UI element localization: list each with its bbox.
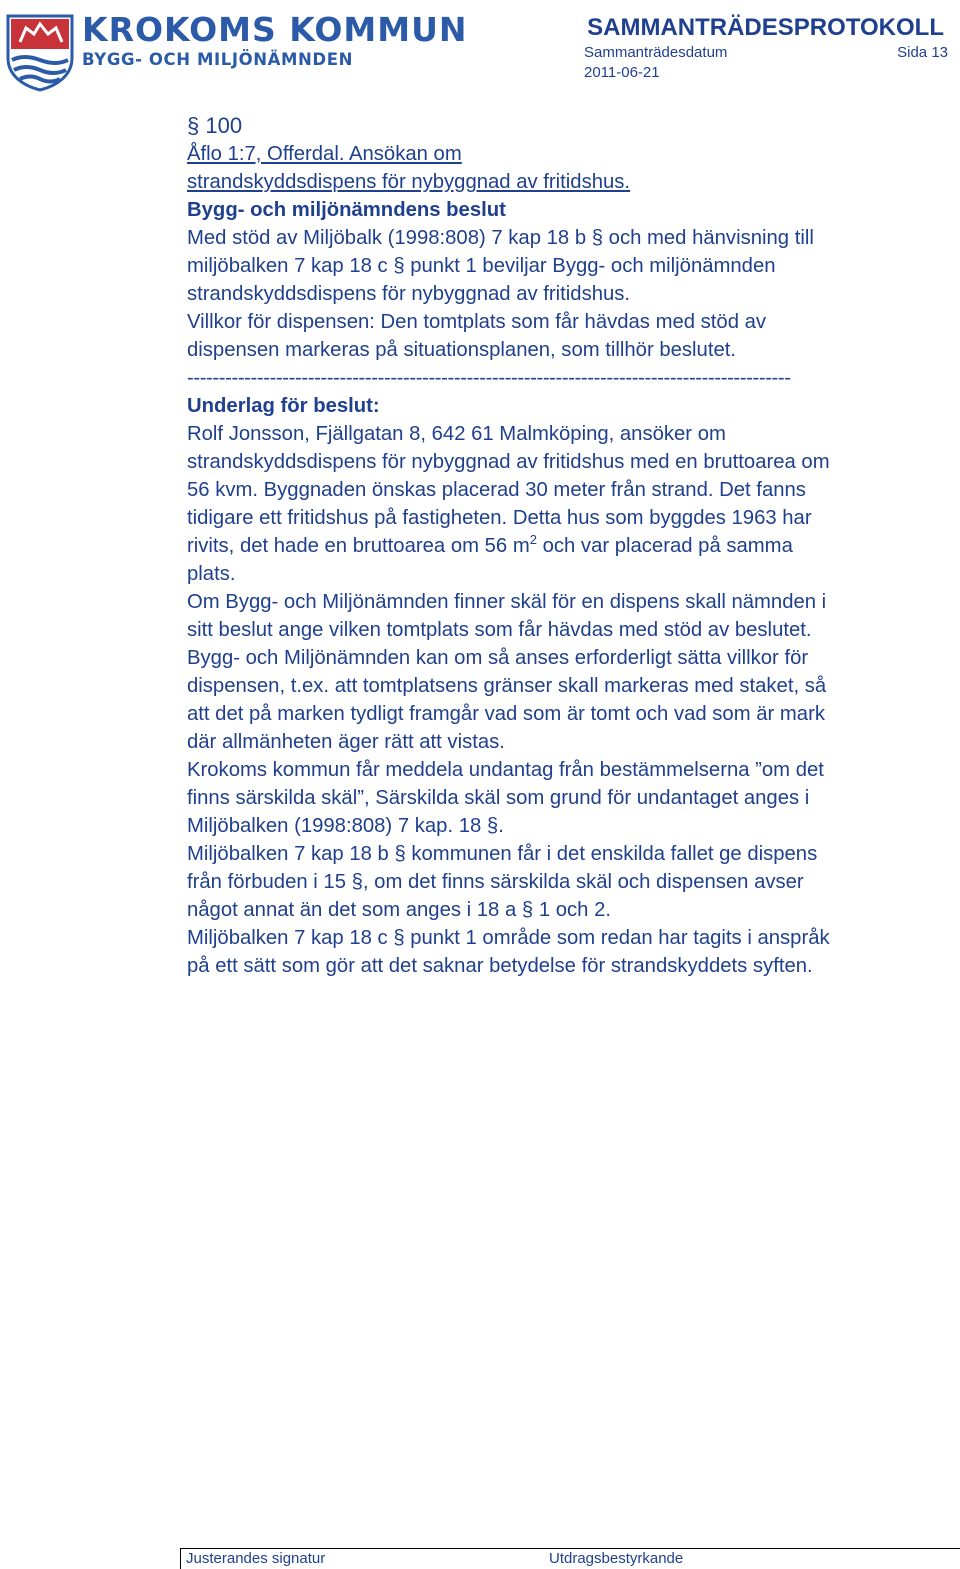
section-symbol: § [591, 227, 604, 249]
text-run: Miljöbalken (1998:808) 7 kap. 18 [187, 815, 482, 837]
meeting-date-label: Sammanträdesdatum [584, 44, 728, 61]
text-run: Villkor för dispensen: Den tomtplats som får hävdas med stöd av [187, 311, 767, 333]
text-run: 56 kvm. Byggnaden önskas placerad 30 meter från strand. Det fanns [187, 479, 806, 501]
text-run: dispensen markeras på situationsplanen, som tillhör beslutet. [187, 339, 737, 361]
section-symbol: § [393, 927, 405, 949]
text-run: Med stöd av Miljöbalk (1998:808) 7 kap 18 b [187, 227, 587, 249]
text-run: och med hänvisning till [608, 227, 814, 249]
text-run: Rolf Jonsson, Fjällgatan 8, 642 61 Malmköping, ansöker om [187, 423, 726, 445]
basis-heading: Underlag för beslut: [187, 395, 380, 417]
text-run: . [498, 815, 504, 837]
section-number [187, 112, 957, 140]
law-18c-paragraph [187, 924, 957, 980]
text-run: punkt 1 område som redan har tagits i anspråk [410, 927, 830, 949]
text-run: strandskyddsdispens för nybyggnad av fritidshus med en bruttoarea om [187, 451, 830, 473]
application-paragraph [187, 420, 957, 588]
section-value: 100 [205, 113, 243, 138]
signature-label: Justerandes signatur [186, 1550, 326, 1567]
page-number: Sida 13 [897, 44, 948, 61]
document-body [187, 112, 957, 980]
text-run: plats. [187, 563, 236, 585]
text-run: att det på marken tydligt framgår vad som är tomt och vad som är mark [187, 703, 825, 725]
text-run: sitt beslut ange vilken tomtplats som får hävdas med stöd av beslutet. [187, 619, 812, 641]
text-run: miljöbalken 7 kap 18 c [187, 255, 388, 277]
text-run: rivits, det hade en bruttoarea om 56 m [187, 535, 530, 557]
meeting-date: 2011-06-21 [584, 64, 660, 81]
text-run: kommunen får i det enskilda fallet ge dispens [411, 843, 818, 865]
section-symbol: § [393, 255, 405, 277]
text-run: och var placerad på samma [536, 535, 793, 557]
text-run: , om det finns särskilda skäl och dispensen avser [362, 871, 804, 893]
decision-paragraph [187, 224, 957, 308]
text-run: där allmänheten äger rätt att vistas. [187, 731, 505, 753]
exemption-rules-paragraph [187, 588, 957, 756]
text-run: tidigare ett fritidshus på fastigheten. Detta hus som byggdes 1963 har [187, 507, 812, 529]
case-title-line: Åflo 1:7, Offerdal. Ansökan om [187, 143, 462, 165]
exception-paragraph [187, 756, 957, 840]
conditions-paragraph [187, 308, 957, 364]
law-18b-paragraph [187, 840, 957, 924]
superscript: 2 [529, 532, 537, 548]
text-run: Miljöbalken 7 kap 18 b [187, 843, 389, 865]
text-run: något annat än det som anges i 18 a [187, 899, 517, 921]
case-title [187, 140, 957, 196]
dashed-divider: ----------------------------------------------------------------------------------------------- [187, 367, 791, 389]
organization-name: KROKOMS KOMMUN [82, 10, 468, 49]
text-run: finns särskilda skäl”, Särskilda skäl som grund för undantaget anges i [187, 787, 810, 809]
decision-heading: Bygg- och miljönämndens beslut [187, 199, 506, 221]
text-run: Krokoms kommun får meddela undantag från bestämmelserna ”om det [187, 759, 824, 781]
text-run: på ett sätt som gör att det saknar betydelse för strandskyddets syften. [187, 955, 813, 977]
text-run: Miljöbalken 7 kap 18 c [187, 927, 388, 949]
section-symbol: § [187, 113, 200, 138]
organization-subtitle: BYGG- OCH MILJÖNÄMNDEN [82, 50, 354, 69]
text-run: 1 och 2. [538, 899, 611, 921]
text-run: Bygg- och Miljönämnden kan om så anses erforderligt sätta villkor för [187, 647, 809, 669]
signature-footer [180, 1548, 960, 1569]
text-run: dispensen, t.ex. att tomtplatsens gränser skall markeras med staket, så [187, 675, 827, 697]
text-run: från förbuden i 15 [187, 871, 346, 893]
document-title: SAMMANTRÄDESPROTOKOLL [587, 14, 944, 41]
case-title-line: strandskyddsdispens för nybyggnad av fritidshus. [187, 171, 631, 193]
text-run: strandskyddsdispens för nybyggnad av fritidshus. [187, 283, 631, 305]
text-run: punkt 1 beviljar Bygg- och miljönämnden [410, 255, 776, 277]
text-run: Om Bygg- och Miljönämnden finner skäl för en dispens skall nämnden i [187, 591, 827, 613]
section-symbol: § [486, 815, 499, 837]
section-symbol: § [351, 871, 363, 893]
section-symbol: § [394, 843, 406, 865]
krokom-coat-of-arms-icon [4, 12, 76, 92]
section-symbol: § [521, 899, 534, 921]
certified-label: Utdragsbestyrkande [549, 1550, 684, 1567]
